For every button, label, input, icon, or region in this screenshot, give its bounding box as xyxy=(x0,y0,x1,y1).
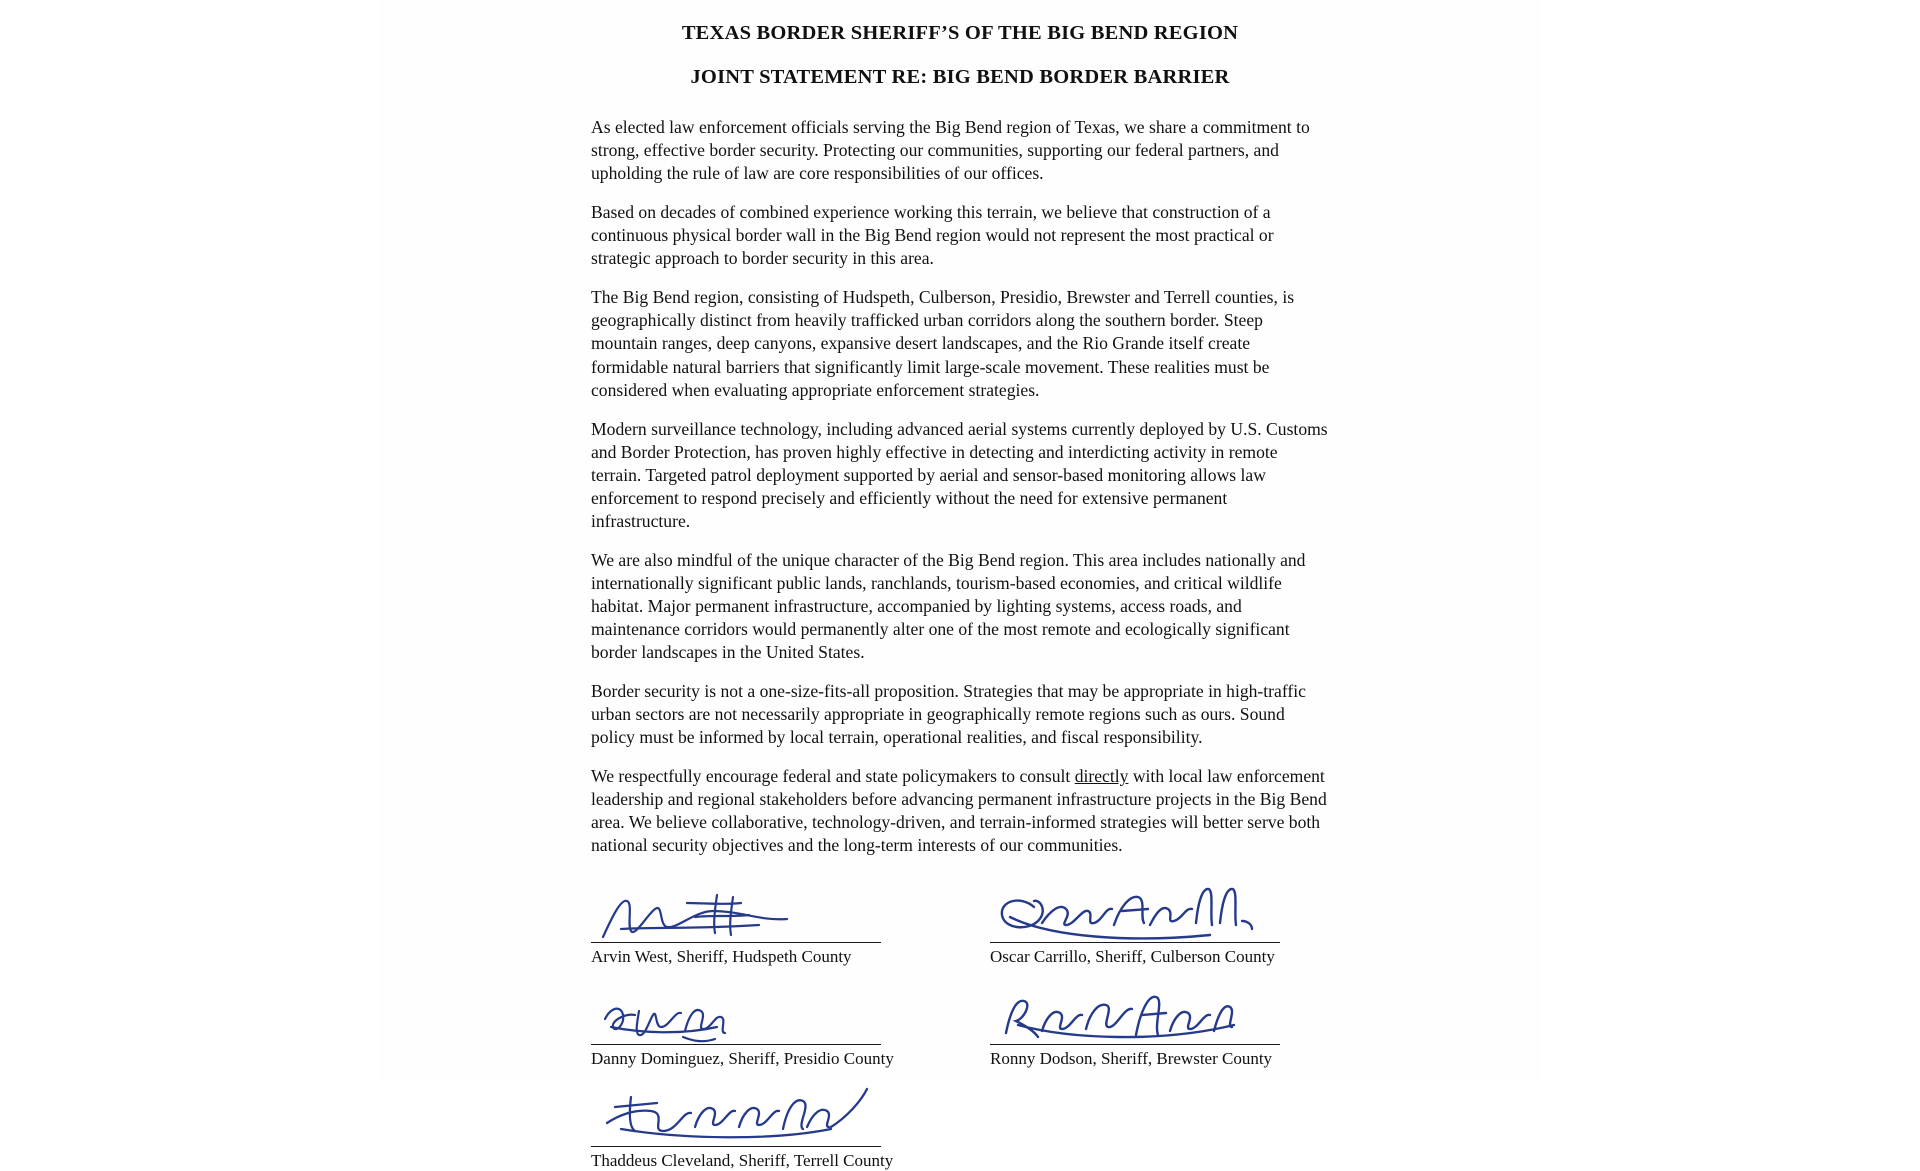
signature-name: Arvin West, Sheriff, Hudspeth County xyxy=(591,947,852,967)
signature-row-3 xyxy=(591,1095,1329,1171)
signature-block xyxy=(591,873,1329,1171)
paragraph-4: Modern surveillance technology, including advanced aerial systems currently deployed by U.S. Customs and Border Protection, has proven highly effective in detecting and interdicting activity in remote terrain. Targeted patrol deployment supported by aerial and sensor-based monitoring allows law enforcement to respond precisely and efficiently without the need for extensive permanent infrastructure. xyxy=(591,418,1328,531)
paragraph-3: The Big Bend region, consisting of Hudspeth, Culberson, Presidio, Brewster and Terrell counties, is geographically distinct from heavily trafficked urban corridors along the southern border. Steep mountain ranges, deep canyons, expansive desert landscapes, and the Rio Grande itself create formidable natural barriers that significantly limit large-scale movement. These realities must be considered when evaluating appropriate enforcement strategies. xyxy=(591,287,1295,400)
signature-line xyxy=(591,1095,930,1147)
signature-name: Thaddeus Cleveland, Sheriff, Terrell County xyxy=(591,1151,894,1171)
paragraph-1: As elected law enforcement officials serving the Big Bend region of Texas, we share a commitment to strong, effective border security. Protecting our communities, supporting our federal partners, and upholding the rule of law are core responsibilities of our offices. xyxy=(591,117,1310,184)
final-paragraph-underlined: directly xyxy=(1074,766,1129,787)
signature-row-2 xyxy=(591,993,1329,1069)
signature-cell-empty xyxy=(990,1095,1329,1171)
document-title-line-2: JOINT STATEMENT RE: BIG BEND BORDER BARRIER xyxy=(690,65,1230,88)
signature-rule xyxy=(990,1044,1280,1045)
final-paragraph-after: with local law enforcement leadership and regional stakeholders before advancing permanent infrastructure projects in the Big Bend area. We believe collaborative, technology-driven, and terrain-informed strategies will better serve both national security objectives and the long-term interests of our communities. xyxy=(591,766,1327,856)
signature-cell-ronny-dodson xyxy=(990,993,1329,1069)
signature-line xyxy=(990,891,1329,943)
document-title-line-1: TEXAS BORDER SHERIFF’S OF THE BIG BEND REGION xyxy=(681,22,1239,44)
signature-ink-danny-dominguez xyxy=(591,993,891,1051)
scanned-document xyxy=(380,0,1540,1171)
signature-ink-arvin-west xyxy=(591,885,891,949)
signature-ink-ronny-dodson xyxy=(990,985,1290,1051)
signature-cell-danny-dominguez xyxy=(591,993,930,1069)
paragraph-5: We are also mindful of the unique character of the Big Bend region. This area includes nationally and internationally significant public lands, ranchlands, tourism-based economies, and critical wildlife habitat. Major permanent infrastructure, accompanied by lighting systems, access roads, and maintenance corridors would permanently alter one of the most remote and ecologically significant border landscapes in the United States. xyxy=(591,549,1306,663)
signature-rule xyxy=(591,1044,881,1045)
signature-name: Danny Dominguez, Sheriff, Presidio County xyxy=(591,1049,894,1069)
signature-line xyxy=(591,993,930,1045)
document-body xyxy=(591,88,1329,857)
signature-rule xyxy=(591,942,881,943)
signature-line xyxy=(990,993,1329,1045)
paragraph-2: Based on decades of combined experience working this terrain, we believe that construction of a continuous physical border wall in the Big Bend region would not represent the most practical or strategic approach to border security in this area. xyxy=(591,202,1274,269)
signature-name: Oscar Carrillo, Sheriff, Culberson County xyxy=(990,947,1275,967)
signature-cell-arvin-west xyxy=(591,891,930,967)
signature-ink-oscar-carrillo xyxy=(990,877,1290,949)
signature-rule xyxy=(591,1146,881,1147)
signature-cell-thaddeus-cleveland xyxy=(591,1095,930,1171)
final-paragraph-before: We respectfully encourage federal and state policymakers to consult xyxy=(591,766,1075,787)
signature-name: Ronny Dodson, Sheriff, Brewster County xyxy=(990,1049,1273,1069)
signature-rule xyxy=(990,942,1280,943)
signature-ink-thaddeus-cleveland xyxy=(591,1083,911,1153)
signature-line xyxy=(591,891,930,943)
signature-row-1 xyxy=(591,891,1329,967)
document-header xyxy=(380,0,1540,88)
paragraph-6: Border security is not a one-size-fits-all proposition. Strategies that may be appropriate in high-traffic urban sectors are not necessarily appropriate in geographically remote regions such as ours. Sound policy must be informed by local terrain, operational realities, and fiscal responsibility. xyxy=(591,681,1306,748)
signature-cell-oscar-carrillo xyxy=(990,891,1329,967)
paragraph-7 xyxy=(591,765,1329,857)
